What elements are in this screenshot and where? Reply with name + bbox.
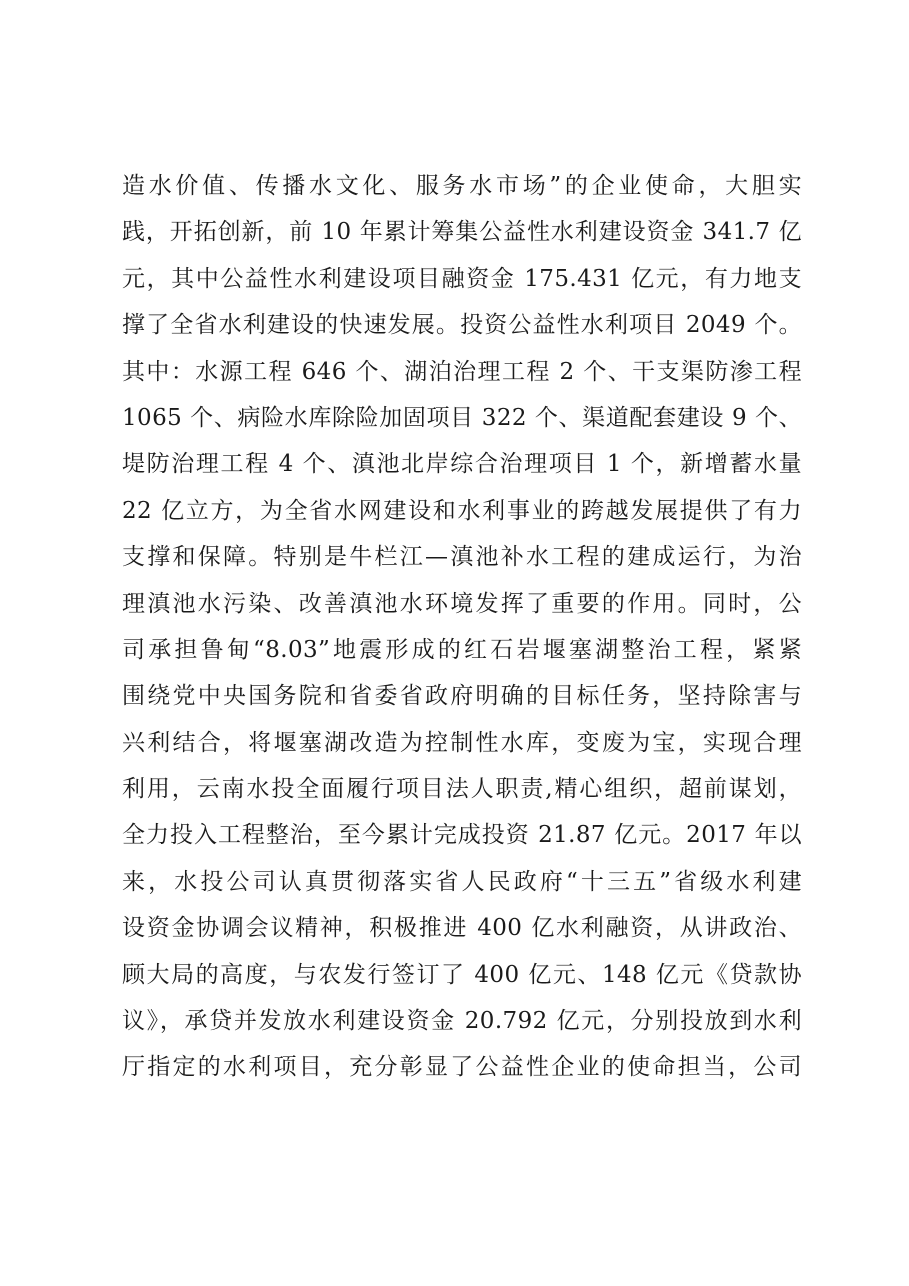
text-line: 1065 个、病险水库除险加固项目 322 个、渠道配套建设 9 个、 bbox=[122, 404, 802, 431]
text-line: 来，水投公司认真贯彻落实省人民政府“十三五”省级水利建 bbox=[122, 868, 802, 895]
body-paragraph bbox=[122, 163, 802, 1091]
text-line: 全力投入工程整治，至今累计完成投资 21.87 亿元。2017 年以 bbox=[122, 822, 802, 849]
text-line: 其中：水源工程 646 个、湖泊治理工程 2 个、干支渠防渗工程 bbox=[122, 358, 802, 385]
text-line: 堤防治理工程 4 个、滇池北岸综合治理项目 1 个，新增蓄水量 bbox=[122, 451, 802, 478]
text-line: 理滇池水污染、改善滇池水环境发挥了重要的作用。同时，公 bbox=[122, 590, 802, 617]
text-line: 利用，云南水投全面履行项目法人职责,精心组织，超前谋划， bbox=[122, 776, 802, 803]
text-line: 厅指定的水利项目，充分彰显了公益性企业的使命担当，公司 bbox=[122, 1054, 802, 1081]
text-line: 22 亿立方，为全省水网建设和水利事业的跨越发展提供了有力 bbox=[122, 497, 802, 524]
text-line: 造水价值、传播水文化、服务水市场”的企业使命，大胆实 bbox=[122, 173, 802, 199]
text-line: 撑了全省水利建设的快速发展。投资公益性水利项目 2049 个。 bbox=[122, 312, 802, 339]
text-line: 议》，承贷并发放水利建设资金 20.792 亿元，分别投放到水利 bbox=[122, 1008, 802, 1035]
text-line: 顾大局的高度，与农发行签订了 400 亿元、148 亿元《贷款协 bbox=[122, 961, 802, 988]
text-line: 践，开拓创新，前 10 年累计筹集公益性水利建设资金 341.7 亿 bbox=[122, 219, 802, 246]
text-line: 围绕党中央国务院和省委省政府明确的目标任务，坚持除害与 bbox=[122, 683, 802, 710]
text-line: 司承担鲁甸“8.03”地震形成的红石岩堰塞湖整治工程，紧紧 bbox=[122, 636, 802, 663]
text-line: 设资金协调会议精神，积极推进 400 亿水利融资，从讲政治、 bbox=[122, 915, 802, 942]
text-line: 元，其中公益性水利建设项目融资金 175.431 亿元，有力地支 bbox=[122, 265, 802, 292]
text-line: 支撑和保障。特别是牛栏江—滇池补水工程的建成运行，为治 bbox=[122, 544, 802, 571]
text-line: 兴利结合，将堰塞湖改造为控制性水库，变废为宝，实现合理 bbox=[122, 729, 802, 756]
